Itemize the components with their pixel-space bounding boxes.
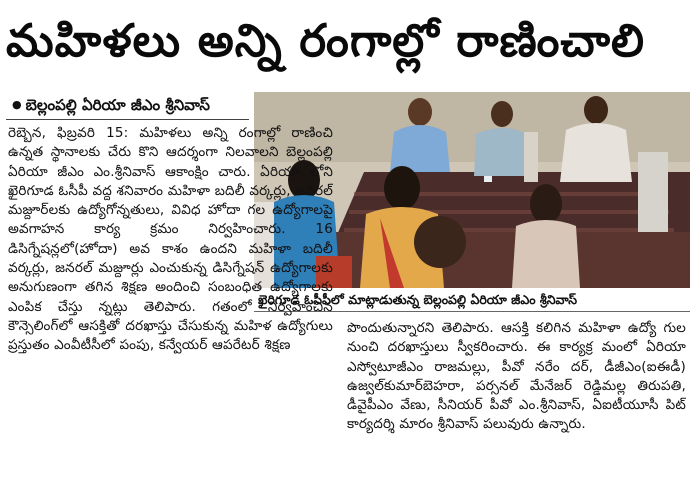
headline: మహిళలు అన్ని రంగాల్లో రాణించాలి	[6, 14, 646, 67]
article-body-left-column	[8, 124, 333, 494]
byline-text: బెల్లంపల్లి ఏరియా జీఎం శ్రీనివాస్	[25, 96, 210, 114]
body-text-right: పొందుతున్నారని తెలిపారు. ఆసక్తి కలిగిన మహిళా ఉద్యో గుల నుంచి దరఖాస్తులు స్వీకరించారు. ఈ కార్యక్ర మంలో ఏరియా ఎస్వోటూజీఎం రాజమల్లు, పీవో నరేం దర్, డీజీఎం(ఐఈడీ) ఉజ్వల్‌కుమార్‌బెహరా, పర్సనల్ మేనేజర్ రెడ్డిమల్ల తిరుపతి, డీవైపీఎం వేణు, సీనియర్ పీవో ఎం.శ్రీనివాస్, ఏఐటీయూసీ పిట్ కార్యదర్శి మారం శ్రీనివాస్ పలువురు ఉన్నారు.	[347, 320, 686, 433]
body-text-left: రెబ్బెన, ఫిబ్రవరి 15: మహిళలు అన్ని రంగాల్లో రాణించి ఉన్నత స్థానాలకు చేరు కొని ఆదర్శంగా నిలవాలని బెల్లంపల్లి ఏరియా జీఎం ఎం.శ్రీనివాస్ ఆకాంక్షిం చారు. ఏరియా లోని ఖైరిగూడ ఓసీపీ వద్ద శనివారం మహిళా బదిలీ వర్కర్లు, జనరల్ మజ్దూర్‌లకు ఉద్యోగోన్నతులు, వివిధ హోదా గల ఉద్యోగాలపై అవగాహన కార్య క్రమం నిర్వహించారు. 16 డిసిగ్నేషన్లలో(హోదా) అవ కాశం ఉందని మహిళా బదిలీ వర్కర్లు, జనరల్ మజ్దూర్లు ఎంచుకున్న డిసిగ్నేషన్ ఉద్యోగాలకు అనుగుణంగా తగిన శిక్షణ అందించి సంబంధిత ఉద్యోగాలకు ఎంపిక చేస్తు న్నట్లు తెలిపారు. గతంలో నిర్వహించిన కౌన్సెలింగ్‌లో ఆసక్తితో దరఖాస్తు చేసుకున్న మహిళ ఉద్యోగులు ప్రస్తుతం ఎంవీటీసీలో పంపు, కన్వేయర్ ఆపరేటర్ శిక్షణ	[8, 125, 333, 354]
byline	[12, 94, 248, 116]
photo-caption: ఖైరిగూడ ఓసీపీలో మాట్లాడుతున్న బెల్లంపల్లి ఏరియా జీఎం శ్రీనివాస్	[258, 292, 578, 307]
byline-rule	[6, 119, 249, 120]
byline-bullet: ●	[12, 98, 22, 111]
article-body-right-column	[347, 319, 686, 495]
